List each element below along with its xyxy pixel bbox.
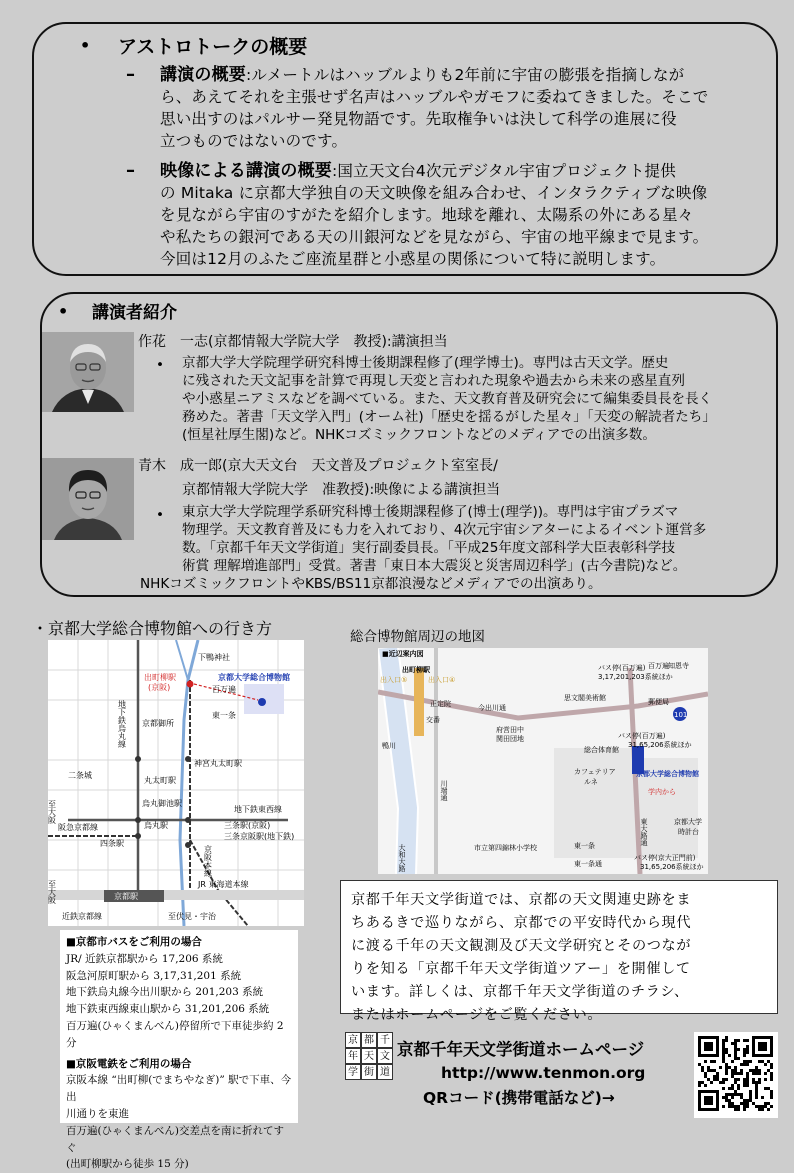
keihan-line-4: (出町柳駅から徒歩 15 分) [66,1158,189,1171]
area-label-bus1: バス停(百万遍) [598,664,646,672]
area-map-title: 総合博物館周辺の地図 [350,629,485,645]
route-label-shijo: 四条駅 [100,839,124,848]
area-label-route101: 101 [674,711,688,719]
gaido-line-4: りを知る「京都千年天文学街道ツアー」を開催して [351,961,691,977]
logo-char: 道 [377,1064,393,1080]
video-label: 映像による講演の概要 [160,161,332,181]
logo-char: 文 [377,1048,393,1064]
qr-code[interactable] [694,1032,778,1118]
area-label-exit4: 出入口④ [428,676,456,684]
area-label-shoten: 正定院 [430,700,451,708]
area-label-elementary: 市立第四錦林小学校 [474,844,537,852]
logo-char: 街 [361,1064,377,1080]
speaker2-bio-1: 東京大学大学院理学系研究科博士後期課程修了(博士(理学))。専門は宇宙プラズマ [182,504,679,520]
speaker1-bio-2: に残された天文記事を計算で再現し天変と言われた現象や過去から未来の惑星直列 [182,373,685,389]
route-label-kyoto-station: 京都駅 [114,892,138,901]
bus-heading: ■京都市バスをご利用の場合 [66,936,202,948]
video-text-2: の Mitaka に京都大学独自の天文映像を組み合わせ、インタラクティブな映像 [160,184,708,202]
route-label-hyakumanben: 百万遍 [212,685,236,694]
route-label-shimogamo: 下鴨神社 [198,653,230,662]
route-title: ・京都大学総合博物館への行き方 [32,619,273,638]
route-label-marutamachi: 丸太町駅 [144,776,176,785]
route-label-to-fushimi: 至伏見・宇治 [168,912,216,921]
speaker2-bio-3: 数。「京都千年天文学街道」実行副委員長。「平成25年度文部科学大臣表彰科学技 [182,540,676,556]
area-label-higashiichijo: 東一条 [574,842,595,850]
overview-bullet: • [80,36,91,55]
route-label-keihan-line: 京阪本線 [203,845,213,877]
route-label-to-osaka-2: 至大阪 [48,880,57,904]
route-label-kintetsu: 近鉄京都線 [62,912,102,921]
qr-note: QRコード(携帯電話など)→ [423,1089,615,1107]
area-label-bus1-lines: 3,17,201,203系統ほか [598,673,673,681]
area-label-fuchu: 府営田中 [496,726,524,734]
bus-line-5: 百万遍(ひゃくまんべん)停留所で下車徒歩約 2 分 [66,1019,284,1049]
route-label-karasuma-line: 地下鉄烏丸線 [117,700,127,748]
route-label-demachi: 出町柳駅 [144,673,176,682]
video-text-1: :国立天文台4次元デジタル宇宙プロジェクト提供 [332,162,676,180]
area-label-post: 郵便局 [648,698,669,706]
speaker1-bio [182,354,762,444]
gaido-line-6: またはホームページをご覧ください。 [351,1007,603,1023]
speaker1-bio-3: や小惑星ニアミスなどを調べている。また、天文教育普及研究会にて編集委員長を長く [182,391,713,407]
area-label-todai: 京都大学 [674,818,702,826]
route-label-museum: 京都大学総合博物館 [218,673,290,682]
lecture-text-2: ら、あえてそれを主張せず名声はハッブルやガモフに委ねてきました。そこで [160,88,709,106]
video-text-4: や私たちの銀河である天の川銀河などを見ながら、宇宙の地平線まで見ます。 [160,228,709,246]
speaker1-bio-5: (恒星社厚生閣)など。NHKコズミックフロントなどのメディアでの出演多数。 [182,427,656,443]
area-map [378,648,708,874]
lecture-summary [160,64,760,152]
route-label-to-osaka: 至大阪 [48,800,57,824]
area-label-bus3-lines: 31,65,206系統ほか [640,863,704,871]
route-label-sanjo-keihan: 三条京阪駅(地下鉄) [224,832,295,841]
area-label-cafe: カフェテリア [574,768,616,776]
bus-line-3: 地下鉄烏丸線今出川駅から 201,203 系統 [66,986,264,999]
route-label-tozai: 地下鉄東西線 [234,805,282,814]
speaker2-bio-2: 物理学。天文教育普及にも力を入れており、4次元宇宙シアターによるイベント運営多 [182,522,707,538]
lecture-dash: – [126,64,135,85]
speaker2-name-2: 京都情報大学院大学 准教授):映像による講演担当 [182,482,501,498]
area-label-bus3: バス停(京大正門前) [634,854,696,862]
speaker1-bullet: • [156,357,165,373]
homepage-title: 京都千年天文学街道ホームページ [397,1040,645,1059]
keihan-line-1: 京阪本線 “出町柳(でまちやなぎ)” 駅で下車、今出 [66,1074,292,1104]
video-text-5: 今回は12月のふたご座流星群と小惑星の関係について特に説明します。 [160,250,666,268]
area-label-imadegawa: 今出川通 [478,704,506,712]
area-label-gakunai: 学内から [648,788,676,796]
area-label-bus2: バス停(百万遍) [618,732,666,740]
gaido-line-2: ちあるきで巡りながら、京都での平安時代から現代 [351,915,692,931]
keihan-heading: ■京阪電鉄をご利用の場合 [66,1057,192,1070]
speaker2-bio-5: NHKコズミックフロントやKBS/BS11京都浪漫などメディアでの出演あり。 [140,576,602,592]
area-label-legend: ■近辺案内図 [382,650,424,658]
astronomy-road-description [340,880,778,1023]
gaido-line-5: います。詳しくは、京都千年天文学街道のチラシ、 [351,984,689,1000]
area-label-omiya: 思文閣美術館 [564,694,606,702]
logo-char: 年 [345,1048,361,1064]
speaker1-bio-1: 京都大学大学院理学研究科博士後期課程修了(理学博士)。専門は古天文学。歴史 [182,355,669,371]
speakers-title: 講演者紹介 [92,303,177,323]
speaker2-bio-4: 術賞 理解増進部門」受賞。著書「東日本大震災と災害周辺科学」(古今書院)など。 [182,558,687,574]
speaker1-name: 作花 一志(京都情報大学院大学 教授):講演担当 [138,334,448,350]
area-label-kamogawa: 鴨川 [382,742,396,750]
logo-char: 都 [361,1032,377,1048]
logo-char: 千 [377,1032,393,1048]
route-label-nijojo: 二条城 [68,771,92,780]
lecture-text-4: 立つものではないのです。 [160,132,348,150]
logo-char: 学 [345,1064,361,1080]
lecture-label: 講演の概要 [160,65,246,85]
video-text-3: を見ながら宇宙のすがたを紹介します。地球を離れ、太陽系の外にある星々 [160,206,694,224]
kaido-logo [345,1032,393,1080]
speaker1-bio-4: 務めた。著書「天文学入門」(オーム社)「歴史を揺るがした星々」「天変の解読者たち」 [182,409,716,425]
route-label-gosho: 京都御所 [142,719,174,728]
route-label-higashiichijo: 東一条 [212,711,236,720]
area-label-museum: 京都大学総合博物館 [636,770,699,778]
area-label-higashioji: 東大路通 [640,818,648,846]
route-label-jr-tokaido: JR 東海道本線 [198,880,249,889]
route-label-karasuma: 烏丸駅 [144,821,168,830]
area-label-lune: ルネ [584,778,598,786]
keihan-line-3: 百万遍(ひゃくまんべん)交差点を南に折れてすぐ [66,1124,284,1154]
gaido-line-3: に渡る千年の天文観測及び天文学研究とそのつなが [351,938,692,954]
route-label-jingu: 神宮丸太町駅 [194,759,242,768]
area-label-higashiichijo-dori: 東一条通 [574,860,602,868]
logo-char: 天 [361,1048,377,1064]
area-label-hyakumanben: 百万遍 [648,662,669,670]
area-label-kaikan: 関田団地 [496,735,524,743]
area-label-koban: 交番 [426,716,440,724]
area-label-sogo: 総合体育館 [584,746,619,754]
route-label-sanjo: 三条駅(京阪) [224,821,271,830]
route-label-keihan-paren: (京阪) [148,683,171,692]
route-label-hankyu: 阪急京都線 [58,823,98,832]
logo-char: 京 [345,1032,361,1048]
speaker1-photo [42,332,134,412]
video-summary [160,160,764,270]
overview-title: アストロトークの概要 [118,36,308,58]
speaker2-photo [42,458,134,540]
route-map [48,640,304,926]
area-label-bus2-lines: 31,65,206系統ほか [628,741,692,749]
access-instructions [60,930,298,1171]
area-label-exit5: 出入口⑤ [380,676,408,684]
lecture-text-1: :ルメートルはハッブルよりも2年前に宇宙の膨張を指摘しなが [246,66,685,84]
area-label-chionji: 知恩寺 [668,662,689,670]
bus-line-4: 地下鉄東西線東山駅から 31,201,206 系統 [66,1003,270,1016]
qr-code-image [694,1032,778,1118]
speakers-bullet: • [58,302,69,321]
area-label-clock: 時計台 [678,828,699,836]
speaker2-bullet: • [156,507,165,523]
lecture-text-3: 思い出すのはパルサー発見物語です。先取権争いは決して科学の進展に役 [160,110,677,128]
gaido-line-1: 京都千年天文学街道では、京都の天文関連史跡をま [351,892,692,908]
speaker2-bio [140,503,762,593]
homepage-block [345,1030,685,1110]
homepage-url[interactable]: http://www.tenmon.org [441,1064,646,1082]
area-label-kawabata: 川端通 [440,780,448,801]
bus-line-1: JR/ 近鉄京都駅から 17,206 系統 [66,952,223,965]
area-label-demachi: 出町柳駅 [402,666,430,674]
bus-line-2: 阪急河原町駅から 3,17,31,201 系統 [66,969,242,982]
route-label-karasuma-oike: 烏丸御池駅 [142,799,182,808]
area-label-yamato: 大和大路 [398,844,406,872]
keihan-line-2: 川通りを東進 [66,1107,129,1120]
video-dash: – [126,160,135,181]
speaker2-name-1: 青木 成一郎(京大天文台 天文普及プロジェクト室室長/ [138,458,498,474]
